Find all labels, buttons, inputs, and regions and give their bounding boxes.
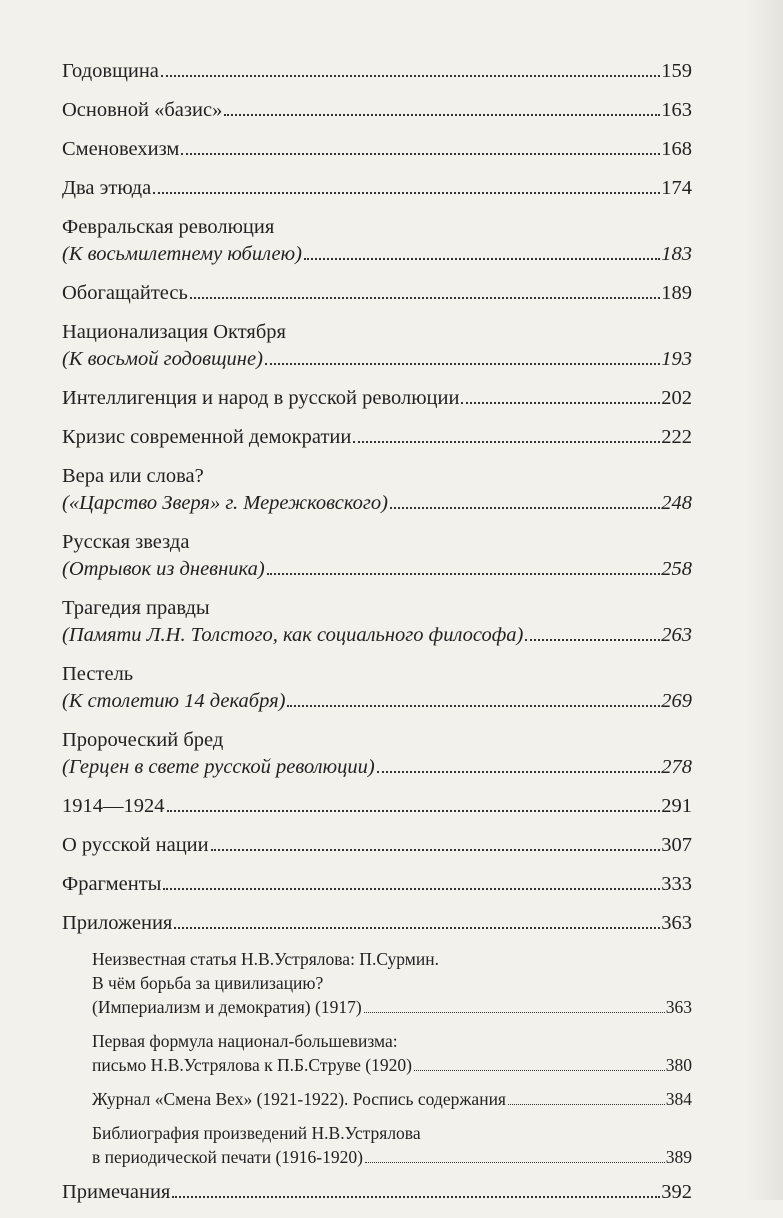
toc-entry-page: 174: [661, 177, 692, 199]
toc-entry-title: Кризис современной демократии: [62, 426, 352, 448]
toc-entry: [62, 595, 692, 649]
toc-entry-page: 263: [661, 624, 692, 646]
toc-entry: [62, 385, 692, 412]
dot-leader: [181, 153, 660, 155]
dot-leader: [353, 441, 660, 443]
toc-entry-title: Два этюда: [62, 177, 152, 199]
toc-entry-title: Годовщина: [62, 60, 159, 82]
dot-leader: [377, 771, 661, 773]
appendix-entry-line: Библиография произведений Н.В.Устрялова: [92, 1123, 421, 1143]
toc-entry: [62, 175, 692, 202]
toc-entry: [62, 424, 692, 451]
toc-entry-title: Обогащайтесь: [62, 282, 188, 304]
toc-entry: [62, 1179, 692, 1206]
toc-entry-page: 258: [661, 558, 692, 580]
toc-entry: [62, 280, 692, 307]
toc-entry: [62, 832, 692, 859]
table-of-contents: [62, 58, 692, 1218]
appendix-entry: [92, 1087, 692, 1111]
toc-entry-page: 163: [661, 99, 692, 121]
toc-entry-title: О русской нации: [62, 834, 209, 856]
page-edge-shadow: [745, 0, 783, 1200]
appendix-entry-line: Первая формула национал-большевизма:: [92, 1031, 398, 1051]
toc-entry-page: 278: [661, 756, 692, 778]
dot-leader: [304, 258, 660, 260]
toc-entry-title: Национализация Октября: [62, 321, 286, 343]
toc-entry-subtitle: («Царство Зверя» г. Мережковского): [62, 492, 389, 514]
appendix-entry-line: письмо Н.В.Устрялова к П.Б.Струве (1920): [92, 1055, 412, 1075]
toc-entry-page: 168: [661, 138, 692, 160]
toc-entry: [62, 463, 692, 517]
appendix-entry-line: в периодической печати (1916-1920): [92, 1147, 363, 1167]
toc-entry-title: Фрагменты: [62, 873, 162, 895]
dot-leader: [211, 849, 661, 851]
toc-entry: [62, 661, 692, 715]
toc-entry-page: 183: [661, 243, 692, 265]
toc-entry-title: Пестель: [62, 663, 134, 685]
dot-leader: [461, 402, 660, 404]
toc-entry: [62, 793, 692, 820]
appendix-entry-line: В чём борьба за цивилизацию?: [92, 973, 324, 993]
appendix-entry-line: Журнал «Смена Вех» (1921-1922). Роспись содержания: [92, 1089, 506, 1109]
toc-entry-subtitle: (Памяти Л.Н. Толстого, как социального философа): [62, 624, 524, 646]
appendix-list: [92, 947, 692, 1169]
dot-leader: [190, 297, 660, 299]
appendix-entry-page: 363: [665, 997, 692, 1017]
toc-entry-page: 307: [661, 834, 692, 856]
toc-entry-title: Трагедия правды: [62, 597, 210, 619]
toc-entry-title: Приложения: [62, 912, 173, 934]
toc-entry-page: 189: [661, 282, 692, 304]
toc-entry: [62, 136, 692, 163]
toc-entry-title: Пророческий бред: [62, 729, 224, 751]
appendix-entry-page: 389: [665, 1147, 692, 1167]
dot-leader: [364, 1012, 665, 1013]
toc-entry: [62, 910, 692, 937]
toc-entry-title: Февральская революция: [62, 216, 275, 238]
toc-entry-page: 269: [661, 690, 692, 712]
toc-entry: [62, 727, 692, 781]
dot-leader: [267, 573, 661, 575]
dot-leader: [390, 507, 660, 509]
dot-leader: [525, 639, 660, 641]
dot-leader: [163, 888, 660, 890]
toc-entry-page: 392: [661, 1181, 692, 1203]
toc-entry-title: Вера или слова?: [62, 465, 204, 487]
toc-entry: [62, 214, 692, 268]
toc-entry-title: 1914—1924: [62, 795, 165, 817]
appendix-entry-page: 384: [665, 1089, 692, 1109]
appendix-entry-page: 380: [665, 1055, 692, 1075]
toc-entry-subtitle: (К восьмой годовщине): [62, 348, 263, 370]
toc-entry: [62, 529, 692, 583]
dot-leader: [414, 1070, 665, 1071]
toc-entry: [62, 97, 692, 124]
dot-leader: [224, 114, 660, 116]
toc-entry-title: Примечания: [62, 1181, 171, 1203]
toc-entry-page: 248: [661, 492, 692, 514]
dot-leader: [167, 810, 661, 812]
toc-entry-title: Русская звезда: [62, 531, 190, 553]
appendix-entry: [92, 1029, 692, 1077]
toc-entry-page: 363: [661, 912, 692, 934]
dot-leader: [265, 363, 660, 365]
dot-leader: [365, 1162, 665, 1163]
toc-entry: [62, 58, 692, 85]
toc-entry-subtitle: (К восьмилетнему юбилею): [62, 243, 302, 265]
appendix-entry-line: Неизвестная статья Н.В.Устрялова: П.Сурмин.: [92, 949, 439, 969]
toc-entry-title: Сменовехизм: [62, 138, 180, 160]
toc-entry-page: 291: [661, 795, 692, 817]
appendix-entry: [92, 947, 692, 1019]
toc-entry-page: 202: [661, 387, 692, 409]
toc-entry: [62, 319, 692, 373]
toc-entry-title: Основной «базис»: [62, 99, 223, 121]
dot-leader: [174, 927, 660, 929]
toc-entry-page: 193: [661, 348, 692, 370]
toc-entry-subtitle: (К столетию 14 декабря): [62, 690, 286, 712]
dot-leader: [287, 705, 660, 707]
dot-leader: [161, 75, 660, 77]
appendix-entry: [92, 1121, 692, 1169]
toc-entry: [62, 871, 692, 898]
dot-leader: [508, 1104, 665, 1105]
dot-leader: [153, 192, 660, 194]
toc-entry-subtitle: (Герцен в свете русской революции): [62, 756, 375, 778]
toc-entry-subtitle: (Отрывок из дневника): [62, 558, 265, 580]
dot-leader: [172, 1196, 660, 1198]
appendix-entry-line: (Империализм и демократия) (1917): [92, 997, 362, 1017]
toc-entry-page: 222: [661, 426, 692, 448]
toc-entry-page: 159: [661, 60, 692, 82]
toc-entry-page: 333: [661, 873, 692, 895]
toc-entry-title: Интеллигенция и народ в русской революции: [62, 387, 460, 409]
